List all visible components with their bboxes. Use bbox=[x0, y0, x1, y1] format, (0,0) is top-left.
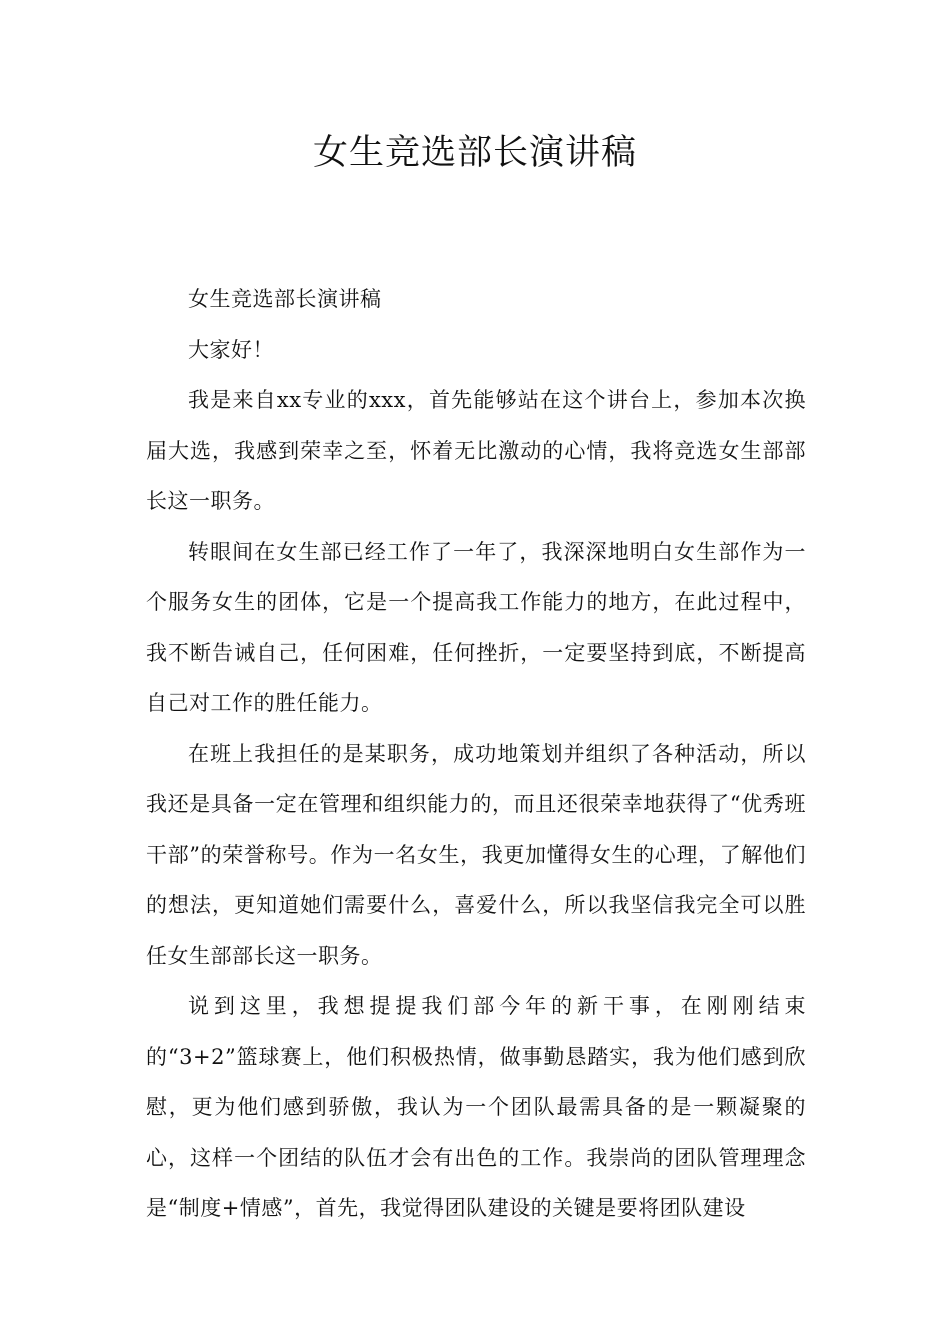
paragraph-introduction: 我是来自xx专业的xxx，首先能够站在这个讲台上，参加本次换届大选，我感到荣幸之至，怀着无比激动的心情，我将竞选女生部部长这一职务。 bbox=[146, 388, 806, 513]
paragraph-team: 说到这里，我想提提我们部今年的新干事，在刚刚结束的“3+2”篮球赛上，他们积极热情，做事勤恳踏实，我为他们感到欣慰，更为他们感到骄傲，我认为一个团队最需具备的是一颗凝聚的心，这样一个团结的队伍才会有出色的工作。我崇尚的团队管理理念是“制度+情感”，首先，我觉得团队建设的关键是要将团队建设 bbox=[146, 994, 806, 1220]
paragraph-heading: 女生竞选部长演讲稿 bbox=[188, 287, 382, 311]
paragraph-experience: 转眼间在女生部已经工作了一年了，我深深地明白女生部作为一个服务女生的团体，它是一个提高我工作能力的地方，在此过程中，我不断告诫自己，任何困难，任何挫折，一定要坚持到底，不断提高自己对工作的胜任能力。 bbox=[146, 539, 806, 715]
paragraph-qualifications: 在班上我担任的是某职务，成功地策划并组织了各种活动，所以我还是具备一定在管理和组织能力的，而且还很荣幸地获得了“优秀班干部”的荣誉称号。作为一名女生，我更加懂得女生的心理，了解他们的想法，更知道她们需要什么，喜爱什么，所以我坚信我完全可以胜任女生部部长这一职务。 bbox=[146, 741, 806, 968]
document-title: 女生竞选部长演讲稿 bbox=[312, 133, 637, 173]
paragraph-greeting: 大家好！ bbox=[188, 337, 274, 362]
document-body bbox=[146, 274, 806, 1234]
